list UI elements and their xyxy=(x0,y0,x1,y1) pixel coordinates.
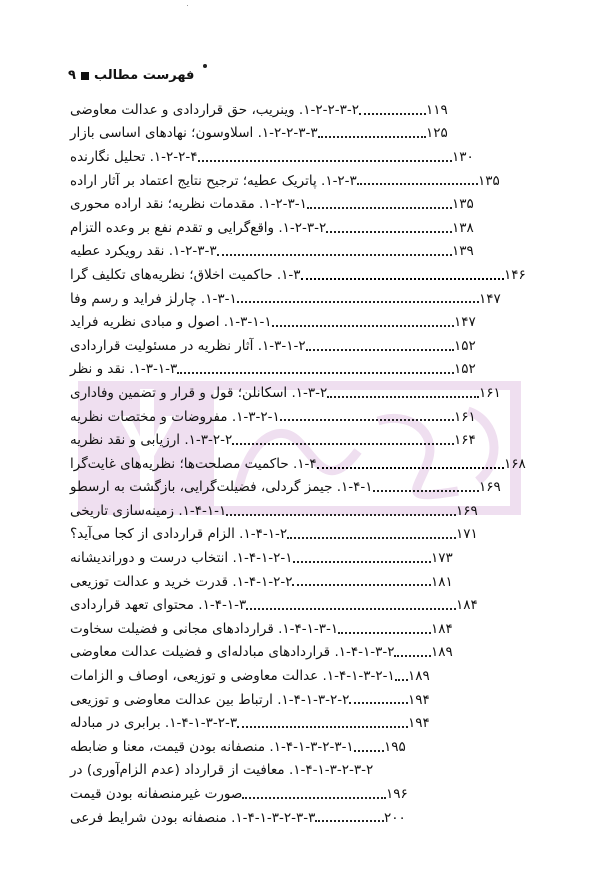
toc-entry-page: ۱۸۴ xyxy=(456,597,478,614)
toc-entry-title xyxy=(68,621,338,637)
toc-entry-text: حاکمیت مصلحت‌ها؛ نظریه‌های غایت‌گرا xyxy=(70,455,289,472)
toc-entry-page: ۱۶۸ xyxy=(504,455,526,472)
toc-entry-page: ۱۴۷ xyxy=(454,314,476,331)
toc-entry-page: ۱۴۶ xyxy=(504,266,526,283)
toc-entry-number: ۱-۳-۱-۱. xyxy=(223,314,272,331)
dot-leader xyxy=(237,287,479,311)
toc-entry-text: ارتباط بین عدالت معاوضی و توزیعی xyxy=(70,691,273,708)
dot-leader xyxy=(357,169,478,193)
dot-leader xyxy=(293,546,431,570)
toc-entry-page: ۱۶۱ xyxy=(479,384,501,401)
toc-entry-text: تحلیل نگارنده xyxy=(70,148,146,165)
toc-entry-text: معافیت از قرارداد (عدم الزام‌آوری) در xyxy=(70,762,285,779)
toc-entry-inner xyxy=(68,263,538,287)
toc-entry-number: ۱-۲-۳. xyxy=(321,172,357,189)
toc-entry-title xyxy=(68,291,237,307)
dot-leader xyxy=(301,263,504,287)
toc-entry-title xyxy=(68,503,226,519)
dot-leader xyxy=(217,240,452,264)
toc-entry[interactable] xyxy=(0,358,600,382)
toc-entry-text: قدرت خرید و عدالت توزیعی xyxy=(70,573,229,590)
toc-entry-title xyxy=(68,692,349,708)
dot-leader xyxy=(318,122,426,146)
toc-entry-text: واقع‌گرایی و تقدم نفع بر وعده التزام xyxy=(70,219,275,236)
toc-entry-text: انتخاب درست و دوراندیشانه xyxy=(70,550,229,567)
toc-entry-text: الزام قراردادی از کجا می‌آید؟ xyxy=(70,526,235,543)
toc-entry[interactable] xyxy=(0,452,600,476)
toc-entry-page: ۱۶۹ xyxy=(479,479,501,496)
toc-entry-title xyxy=(68,220,326,236)
toc-entry-number: ۱-۲-۲-۴. xyxy=(149,148,198,165)
toc-entry-page: ۱۶۴ xyxy=(454,432,476,449)
toc-entry[interactable] xyxy=(0,641,600,665)
toc-entry-inner xyxy=(68,664,442,688)
toc-entry-text: نقد و نظر xyxy=(70,361,126,378)
toc-entry-page: ۱۸۹ xyxy=(408,668,430,685)
toc-entry[interactable] xyxy=(0,381,600,405)
toc-entry-number: ۱-۴-۱-۲-۲. xyxy=(232,573,293,590)
toc-entry[interactable] xyxy=(0,334,600,358)
square-bullet-icon xyxy=(81,72,89,80)
dot-leader xyxy=(272,310,454,334)
toc-entry-number: ۱-۳-۱-۳. xyxy=(129,361,178,378)
toc-entry-page: ۲۰۰ xyxy=(384,809,406,826)
toc-entry-page: ۱۳۹ xyxy=(452,243,474,260)
toc-entry-inner xyxy=(68,759,427,783)
toc-entry-inner xyxy=(68,499,490,523)
dot-leader xyxy=(327,381,479,405)
toc-entry-text: منصفانه بودن شرایط فرعی xyxy=(70,809,227,826)
toc-entry-inner xyxy=(68,806,418,830)
toc-entry-title xyxy=(68,739,354,755)
toc-entry-page: ۱۲۵ xyxy=(426,125,448,142)
toc-entry-text: قراردادهای مبادله‌ای و فضیلت عدالت معاوضی xyxy=(70,644,331,661)
toc-entry[interactable] xyxy=(0,617,600,641)
toc-entry-number: ۱-۲-۳-۱. xyxy=(259,196,307,213)
toc-entry-title xyxy=(68,762,373,778)
toc-entry-title xyxy=(68,361,177,377)
toc-entry-text: آثار نظریه در مسئولیت قراردادی xyxy=(70,337,254,354)
toc-entry-inner xyxy=(68,287,513,311)
toc-entry-text: زمینه‌سازی تاریخی xyxy=(70,502,175,519)
toc-entry-title xyxy=(68,338,306,354)
toc-entry-inner xyxy=(68,240,486,264)
toc-entry[interactable] xyxy=(0,499,600,523)
toc-entry-page: ۱۳۰ xyxy=(452,148,474,165)
toc-entry-page: ۱۹۴ xyxy=(408,715,430,732)
dot-leader xyxy=(237,711,408,735)
toc-entry-inner xyxy=(68,216,486,240)
toc-entry-number: ۱-۳-۲-۲. xyxy=(184,432,233,449)
toc-entry-number: ۱-۴-۱-۳. xyxy=(198,597,247,614)
toc-entry[interactable] xyxy=(0,169,600,193)
toc-entry-number: ۱-۴-۱-۳-۲. xyxy=(334,644,395,661)
header-title: فهرست مطالب xyxy=(93,68,195,83)
toc-entry[interactable] xyxy=(0,711,600,735)
toc-entry-inner xyxy=(68,145,486,169)
toc-entry-inner xyxy=(68,570,465,594)
toc-entry-page: ۱۶۹ xyxy=(456,502,478,519)
toc-entry[interactable] xyxy=(0,240,600,264)
toc-entry-number: ۱-۳-۲. xyxy=(291,384,328,401)
toc-entry[interactable] xyxy=(0,145,600,169)
toc-entry-inner xyxy=(68,452,538,476)
toc-entry-page: ۱۸۹ xyxy=(431,644,453,661)
dot-leader xyxy=(359,98,426,122)
toc-entry-inner xyxy=(68,688,442,712)
toc-entry[interactable] xyxy=(0,570,600,594)
toc-entry-title xyxy=(68,644,394,660)
toc-entry-text: وینریب، حق قراردادی و عدالت معاوضی xyxy=(70,101,295,118)
toc-entry-number: ۱-۴-۱-۲. xyxy=(239,526,288,543)
toc-entry[interactable] xyxy=(0,523,600,547)
toc-entry-title xyxy=(68,267,301,283)
toc-entry-inner xyxy=(68,310,488,334)
dot-leader xyxy=(394,641,431,665)
toc-entry-inner xyxy=(68,641,465,665)
toc-entry-text: برابری در مبادله xyxy=(70,715,161,732)
toc-entry-inner xyxy=(68,334,488,358)
toc-entry-text: قراردادهای مجانی و فضیلت سخاوت xyxy=(70,620,274,637)
dot-leader xyxy=(373,476,479,500)
toc-entry-page: ۱۱۹ xyxy=(426,101,448,118)
toc-entry-page: ۱۹۵ xyxy=(384,738,406,755)
toc-entry-text: اصول و مبادی نظریه فراید xyxy=(70,314,220,331)
toc-entry-number: ۱-۴-۱-۳-۲-۲. xyxy=(277,691,350,708)
toc-entry-inner xyxy=(68,711,442,735)
toc-entry-title xyxy=(68,173,357,189)
dot-leader xyxy=(307,192,452,216)
toc-entry-inner xyxy=(68,98,460,122)
dot-leader xyxy=(349,688,408,712)
dot-leader xyxy=(354,735,384,759)
toc-entry-text: محتوای تعهد قراردادی xyxy=(70,597,194,614)
toc-entry[interactable] xyxy=(0,263,600,287)
toc-entry-title xyxy=(68,456,317,472)
toc-entry-inner xyxy=(68,593,490,617)
toc-entry-title xyxy=(68,715,237,731)
toc-entry-title xyxy=(68,243,217,259)
toc-entry-title xyxy=(68,550,293,566)
toc-entry-page: ۱۷۳ xyxy=(431,550,453,567)
toc-entry-number: ۱-۴-۱-۳-۲-۳-۳. xyxy=(231,809,316,826)
dot-leader xyxy=(177,358,454,382)
toc-entry-title xyxy=(68,479,373,495)
toc-entry-number: ۱-۲-۲-۳-۲. xyxy=(298,101,359,118)
toc-entry-inner xyxy=(68,192,486,216)
toc-entry-text: عدالت معاوضی و توزیعی، اوصاف و الزامات xyxy=(70,668,319,685)
toc-entry[interactable] xyxy=(0,735,600,759)
toc-entry-number: ۱-۴-۱-۳-۲-۳-۱. xyxy=(269,738,354,755)
dot-leader xyxy=(306,334,454,358)
toc-entry-text: اسلاوسون؛ نهادهای اساسی بازار xyxy=(70,125,254,142)
dot-leader xyxy=(395,664,408,688)
toc-entry-page: ۱۹۴ xyxy=(408,691,430,708)
dot-leader xyxy=(242,782,386,806)
toc-entry[interactable] xyxy=(0,593,600,617)
toc-entry[interactable] xyxy=(0,216,600,240)
toc-entry-title xyxy=(68,196,307,212)
toc-entry-inner xyxy=(68,523,490,547)
toc-entry[interactable] xyxy=(0,428,600,452)
toc-entry-title xyxy=(68,385,327,401)
dot-leader xyxy=(338,617,431,641)
dot-leader xyxy=(326,216,452,240)
toc-entry-page: ۱۹۶ xyxy=(386,786,408,803)
toc-entry-page: ۱۴۷ xyxy=(479,290,501,307)
dot-leader xyxy=(287,523,456,547)
toc-entry-text: منصفانه بودن قیمت، معنا و ضابطه xyxy=(70,738,266,755)
toc-entry[interactable] xyxy=(0,782,600,806)
toc-entry-number: ۱-۲-۳-۲. xyxy=(278,219,327,236)
toc-entry[interactable] xyxy=(0,664,600,688)
dot-leader xyxy=(226,499,456,523)
toc-entry[interactable] xyxy=(0,688,600,712)
toc-entry-page: ۱۳۸ xyxy=(452,219,474,236)
toc-entry-number: ۱-۴-۱. xyxy=(336,479,373,496)
toc-entry-number: ۱-۲-۲-۳-۳. xyxy=(257,125,318,142)
toc-entry-title xyxy=(68,668,395,684)
toc-entry-inner xyxy=(68,358,488,382)
toc-entry-page: ۱۳۵ xyxy=(452,196,474,213)
running-header xyxy=(68,68,194,83)
toc-entry[interactable] xyxy=(0,287,600,311)
toc-entry-page: ۱۷۱ xyxy=(456,526,478,543)
dot-leader xyxy=(315,806,384,830)
toc-entry[interactable] xyxy=(0,98,600,122)
toc-entry-inner xyxy=(68,428,488,452)
toc-entry-title xyxy=(68,409,280,425)
toc-entry-number: ۱-۴-۱-۲-۱. xyxy=(232,550,293,567)
toc-entry[interactable] xyxy=(0,192,600,216)
toc-entry[interactable] xyxy=(0,806,600,830)
toc-entry-title xyxy=(68,574,292,590)
toc-entry-title xyxy=(68,102,359,118)
toc-entry-number: ۱-۴-۱-۳-۲-۳-۲. xyxy=(288,762,374,779)
toc-entry-text: اسکانلن؛ قول و قرار و تضمین وفاداری xyxy=(70,384,288,401)
toc-entry-inner xyxy=(68,476,513,500)
toc-entry-text: چارلز فراید و رسم وفا xyxy=(70,290,197,307)
toc-entry-title xyxy=(68,526,287,542)
toc-entry-inner xyxy=(68,617,465,641)
toc-entry-number: ۱-۳. xyxy=(276,266,301,283)
toc-entry-inner xyxy=(68,169,512,193)
toc-entry-text: حاکمیت اخلاق؛ نظریه‌های تکلیف گرا xyxy=(70,266,273,283)
toc-entry-text: مقدمات نظریه؛ نقد اراده محوری xyxy=(70,196,255,213)
toc-entry-text: صورت غیرمنصفانه بودن قیمت xyxy=(70,786,243,803)
toc-entry-inner xyxy=(68,405,488,429)
toc-entry-page: ۱۸۴ xyxy=(431,620,453,637)
toc-entry-page: ۱۵۲ xyxy=(454,361,476,378)
toc-entry-title xyxy=(68,149,198,165)
toc-entry-text: مفروضات و مختصات نظریه xyxy=(70,408,228,425)
dot-leader xyxy=(317,452,504,476)
dot-leader xyxy=(232,428,454,452)
header-page-number: ۹ xyxy=(68,68,76,83)
toc-entry-number: ۱-۴-۱-۳-۲-۳. xyxy=(164,715,238,732)
toc-entry[interactable] xyxy=(0,310,600,334)
toc-entry-number: ۱-۲-۳-۳. xyxy=(168,243,217,260)
toc-entry-inner xyxy=(68,735,418,759)
toc-entry-page: ۱۸۱ xyxy=(431,573,453,590)
toc-entry-page: ۱۳۵ xyxy=(478,172,500,189)
toc-entry[interactable] xyxy=(0,122,600,146)
toc-entry-inner xyxy=(68,122,460,146)
toc-entry-text: پاتریک عطیه؛ ترجیح نتایج اعتماد بر آثار اراده xyxy=(70,172,317,189)
toc-entry-page: ۱۵۲ xyxy=(454,337,476,354)
toc-entry[interactable] xyxy=(0,759,600,783)
toc-entry-title xyxy=(68,125,318,141)
toc-entry[interactable] xyxy=(0,546,600,570)
toc-entry-page: ۱۶۱ xyxy=(454,408,476,425)
toc-entry-inner xyxy=(68,381,513,405)
toc-entry[interactable] xyxy=(0,405,600,429)
toc-entry-title xyxy=(68,432,232,448)
toc-entry-number: ۱-۴-۱-۳-۱. xyxy=(278,620,339,637)
toc-entry-number: ۱-۳-۱. xyxy=(200,290,237,307)
page-dot xyxy=(203,64,207,68)
dot-leader xyxy=(280,405,454,429)
toc-entry-title xyxy=(68,786,242,802)
toc-entry-text: جیمز گردلی، فضیلت‌گرایی، بازگشت به ارسطو xyxy=(70,479,333,496)
dot-leader xyxy=(292,570,431,594)
toc-entry-title xyxy=(68,597,246,613)
table-of-contents xyxy=(0,98,600,829)
toc-entry-inner xyxy=(68,546,465,570)
toc-entry-number: ۱-۳-۲-۱. xyxy=(231,408,280,425)
toc-entry-number: ۱-۳-۱-۲. xyxy=(257,337,306,354)
dot-leader xyxy=(246,593,456,617)
toc-entry-title xyxy=(68,810,315,826)
toc-entry-text: ارزیابی و نقد نظریه xyxy=(70,432,181,449)
toc-entry-number: ۱-۴. xyxy=(292,455,317,472)
toc-entry-number: ۱-۴-۱-۱. xyxy=(178,502,227,519)
toc-entry-inner xyxy=(68,782,420,806)
page-speck xyxy=(187,5,188,6)
toc-entry-title xyxy=(68,314,272,330)
toc-entry-number: ۱-۴-۱-۳-۲-۱. xyxy=(322,668,395,685)
toc-entry-text: نقد رویکرد عطیه xyxy=(70,243,165,260)
toc-entry[interactable] xyxy=(0,476,600,500)
dot-leader xyxy=(198,145,452,169)
